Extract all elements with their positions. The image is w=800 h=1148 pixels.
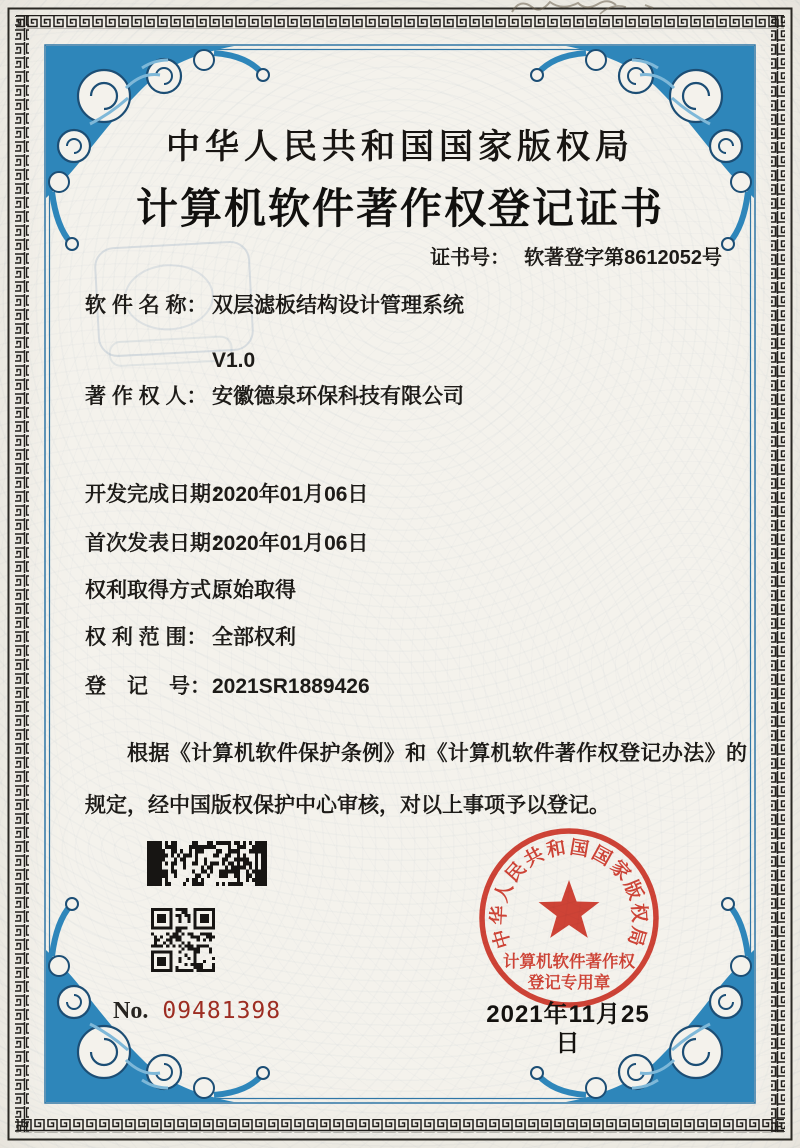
field-value: 原始取得 bbox=[212, 579, 296, 602]
field-label: 开发完成日期： bbox=[85, 483, 232, 506]
qr-code-image bbox=[151, 908, 215, 972]
field-registration-number bbox=[85, 673, 370, 701]
field-first-publish-date bbox=[85, 530, 368, 558]
star-icon bbox=[539, 880, 600, 938]
field-copyright-owner bbox=[85, 383, 464, 411]
certificate-number-value: 软著登字第8612052号 bbox=[524, 247, 722, 269]
field-label: 权 利 范 围： bbox=[85, 626, 208, 649]
seal-line1: 计算机软件著作权 bbox=[503, 953, 635, 971]
issue-date: 2021年11月25日 bbox=[486, 1001, 650, 1057]
serial-number: 09481398 bbox=[162, 998, 282, 1024]
barcode-image bbox=[147, 841, 267, 886]
field-right-scope bbox=[85, 624, 296, 652]
field-dev-complete-date bbox=[85, 481, 368, 509]
official-seal bbox=[477, 826, 661, 1010]
certificate-title: 计算机软件著作权登记证书 bbox=[135, 187, 664, 233]
field-value: 2020年01月06日 bbox=[212, 532, 369, 555]
field-label: 权利取得方式： bbox=[85, 579, 232, 602]
serial-prefix: No. bbox=[113, 998, 149, 1024]
certificate-number-line bbox=[430, 246, 722, 270]
field-value: 2021SR1889426 bbox=[212, 675, 370, 698]
certificate-number-label: 证书号： bbox=[430, 247, 511, 269]
field-label: 首次发表日期： bbox=[85, 532, 232, 555]
field-value: 2020年01月06日 bbox=[212, 483, 369, 506]
field-value bbox=[212, 292, 464, 375]
authority-title: 中华人民共和国国家版权局 bbox=[166, 129, 634, 166]
software-name-line1: 双层滤板结构设计管理系统 bbox=[212, 294, 464, 317]
field-software-name bbox=[85, 292, 464, 375]
field-label: 登 记 号： bbox=[85, 675, 211, 698]
software-version: V1.0 bbox=[212, 349, 256, 373]
serial-number-line bbox=[113, 997, 281, 1026]
field-label: 著 作 权 人： bbox=[85, 385, 208, 408]
field-right-acquisition bbox=[85, 577, 296, 605]
seal-ring-text: 中华人民共和国国家版权局 bbox=[488, 837, 650, 951]
registration-statement: 根据《计算机软件保护条例》和《计算机软件著作权登记办法》的规定，经中国版权保护中心审核，对以上事项予以登记。 bbox=[85, 742, 747, 817]
field-label: 软 件 名 称： bbox=[85, 294, 208, 317]
seal-line2: 登记专用章 bbox=[527, 974, 611, 992]
field-value: 安徽德泉环保科技有限公司 bbox=[212, 385, 464, 408]
field-value: 全部权利 bbox=[212, 626, 296, 649]
